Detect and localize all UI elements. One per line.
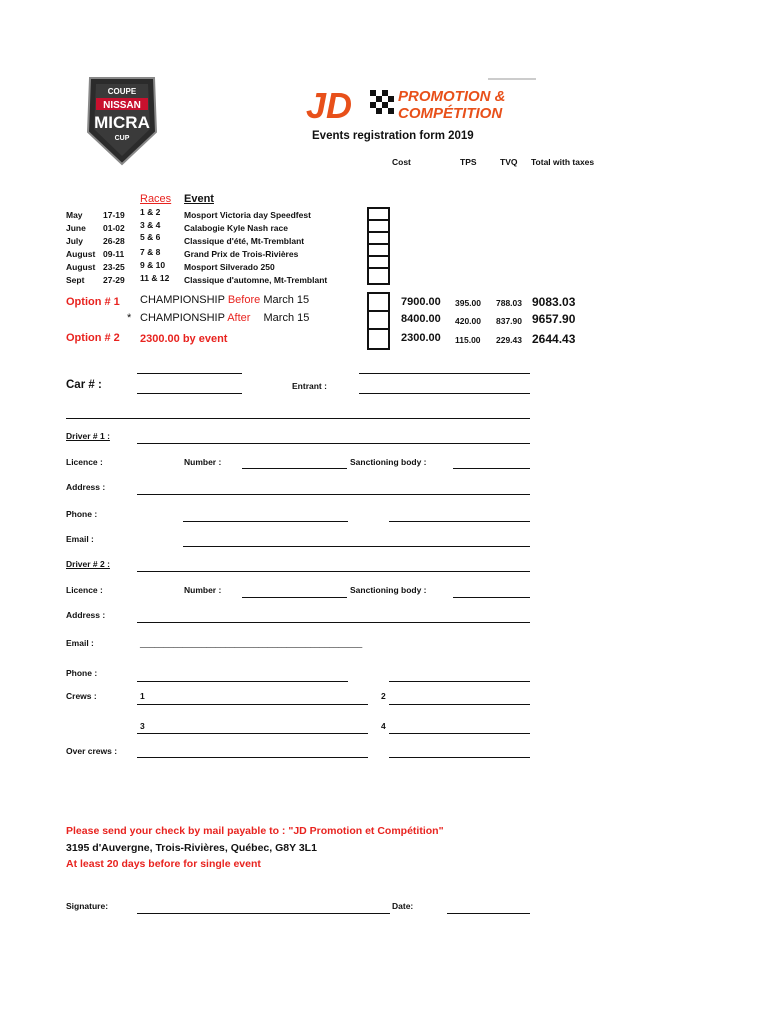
schedule-races: 1 & 2: [140, 207, 161, 217]
price-total: 2644.43: [532, 332, 576, 346]
micra-logo-brand-text: NISSAN: [103, 100, 141, 111]
schedule-dates: 27-29: [103, 275, 125, 285]
address-label: Address :: [66, 482, 106, 492]
deadline-text: March 15: [263, 312, 310, 324]
micra-logo-name-text: MICRA: [94, 113, 150, 132]
price-total: 9657.90: [532, 312, 576, 326]
sanctioning-body-field[interactable]: [453, 597, 530, 598]
column-header-tps: TPS: [460, 157, 477, 167]
price-tps: 420.00: [455, 316, 481, 326]
asterisk: *: [127, 312, 132, 324]
schedule-event: Calabogie Kyle Nash race: [184, 223, 288, 233]
schedule-month: Sept: [66, 275, 85, 285]
phone-field-2[interactable]: [389, 521, 530, 522]
licence-number-field[interactable]: [242, 597, 347, 598]
phone-field-1[interactable]: [183, 521, 348, 522]
address-field[interactable]: [137, 622, 530, 623]
races-header: Races: [140, 193, 172, 205]
car-number-label: Car # :: [66, 379, 102, 391]
address-label: Address :: [66, 610, 106, 620]
race-checkbox[interactable]: [367, 267, 390, 285]
phone-field-1[interactable]: [137, 681, 348, 682]
driver2-label: Driver # 2 :: [66, 559, 110, 569]
schedule-event: Mosport Victoria day Speedfest: [184, 210, 311, 220]
schedule-races: 11 & 12: [140, 273, 170, 283]
phone-field-2[interactable]: [389, 681, 530, 682]
schedule-event: Mosport Silverado 250: [184, 262, 275, 272]
driver1-name-field[interactable]: [137, 443, 530, 444]
entrant-line-top[interactable]: [359, 373, 530, 374]
sanctioning-body-field[interactable]: [453, 468, 530, 469]
schedule-dates: 17-19: [103, 210, 125, 220]
date-field[interactable]: [447, 913, 530, 914]
driver1-label: Driver # 1 :: [66, 431, 110, 441]
schedule-month: June: [66, 223, 86, 233]
crew-field-4[interactable]: [389, 733, 530, 734]
deadline-text: March 15: [263, 294, 310, 306]
schedule-event: Classique d'été, Mt-Tremblant: [184, 236, 305, 246]
championship-text: CHAMPIONSHIP: [140, 312, 225, 324]
micra-logo-bottom-text: CUP: [114, 135, 130, 142]
option-checkbox[interactable]: [367, 328, 390, 350]
price-cost: 8400.00: [401, 313, 441, 325]
before-text: Before: [227, 294, 261, 306]
crew-field-3[interactable]: [137, 733, 368, 734]
micra-logo-top-text: COUPE: [107, 87, 137, 96]
price-tvq: 788.03: [496, 298, 522, 308]
event-header: Event: [184, 193, 214, 205]
schedule-dates: 23-25: [103, 262, 125, 272]
over-crews-field-2[interactable]: [389, 757, 530, 758]
schedule-races: 7 & 8: [140, 247, 161, 257]
date-label: Date:: [392, 901, 414, 911]
licence-label: Licence :: [66, 585, 103, 595]
schedule-dates: 01-02: [103, 223, 125, 233]
signature-field[interactable]: [137, 913, 390, 914]
licence-number-field[interactable]: [242, 468, 347, 469]
email-label: Email :: [66, 638, 94, 648]
option2-price-text: 2300.00 by event: [140, 333, 228, 345]
price-tvq: 837.90: [496, 316, 522, 326]
crews-label: Crews :: [66, 691, 97, 701]
licence-label: Licence :: [66, 457, 103, 467]
form-title: Events registration form 2019: [312, 130, 474, 142]
price-cost: 2300.00: [401, 332, 441, 344]
crew-number: 4: [381, 721, 386, 731]
column-header-tvq: TVQ: [500, 157, 518, 167]
column-header-cost: Cost: [392, 157, 411, 167]
crew-number: 3: [140, 721, 145, 731]
crew-field-2[interactable]: [389, 704, 530, 705]
micra-cup-logo: [84, 74, 160, 166]
column-header-total: Total with taxes: [531, 157, 595, 167]
schedule-event: Grand Prix de Trois-Rivières: [184, 249, 299, 259]
championship-text: CHAMPIONSHIP: [140, 294, 225, 306]
price-tvq: 229.43: [496, 335, 522, 345]
deadline-notice: At least 20 days before for single event: [66, 858, 261, 870]
over-crews-field-1[interactable]: [137, 757, 368, 758]
price-tps: 395.00: [455, 298, 481, 308]
schedule-month: July: [66, 236, 84, 246]
phone-label: Phone :: [66, 668, 98, 678]
option2-label: Option # 2: [66, 332, 120, 344]
entrant-label: Entrant :: [292, 381, 327, 391]
crew-field-1[interactable]: [137, 704, 368, 705]
schedule-races: 3 & 4: [140, 220, 161, 230]
over-crews-label: Over crews :: [66, 746, 118, 756]
price-cost: 7900.00: [401, 296, 441, 308]
schedule-month: August: [66, 262, 96, 272]
jd-logo-line1: PROMOTION &: [398, 88, 506, 105]
payment-instructions: Please send your check by mail payable to : "JD Promotion et Compétition": [66, 825, 444, 837]
schedule-event: Classique d'automne, Mt-Tremblant: [184, 275, 328, 285]
number-label: Number :: [184, 585, 222, 595]
jd-promotion-logo: [302, 78, 536, 126]
option1-label: Option # 1: [66, 296, 120, 308]
jd-logo-initials: JD: [306, 85, 353, 126]
after-text: After: [227, 312, 251, 324]
crew-number: 2: [381, 691, 386, 701]
schedule-races: 5 & 6: [140, 232, 161, 242]
championship-after: [140, 312, 309, 324]
sanctioning-body-label: Sanctioning body :: [350, 585, 427, 595]
driver2-name-field[interactable]: [137, 571, 530, 572]
championship-before: [140, 294, 309, 306]
option-checkbox[interactable]: [367, 292, 390, 312]
phone-label: Phone :: [66, 509, 98, 519]
option-checkbox[interactable]: [367, 310, 390, 330]
sanctioning-body-label: Sanctioning body :: [350, 457, 427, 467]
schedule-dates: 26-28: [103, 236, 125, 246]
signature-label: Signature:: [66, 901, 109, 911]
price-total: 9083.03: [532, 295, 576, 309]
car-number-line-top[interactable]: [137, 373, 242, 374]
schedule-dates: 09-11: [103, 249, 125, 259]
crew-number: 1: [140, 691, 145, 701]
number-label: Number :: [184, 457, 222, 467]
price-tps: 115.00: [455, 335, 481, 345]
entrant-field[interactable]: [359, 393, 530, 394]
schedule-month: August: [66, 249, 96, 259]
schedule-month: May: [66, 210, 83, 220]
address-field[interactable]: [137, 494, 530, 495]
email-field[interactable]: _______________________________________________: [140, 638, 363, 648]
email-field[interactable]: [183, 546, 530, 547]
car-number-field[interactable]: [137, 393, 242, 394]
schedule-races: 9 & 10: [140, 260, 166, 270]
mailing-address: 3195 d'Auvergne, Trois-Rivières, Québec, G8Y 3L1: [66, 842, 317, 854]
jd-logo-line2: COMPÉTITION: [398, 105, 503, 122]
email-label: Email :: [66, 534, 94, 544]
separator-line: [66, 418, 530, 419]
